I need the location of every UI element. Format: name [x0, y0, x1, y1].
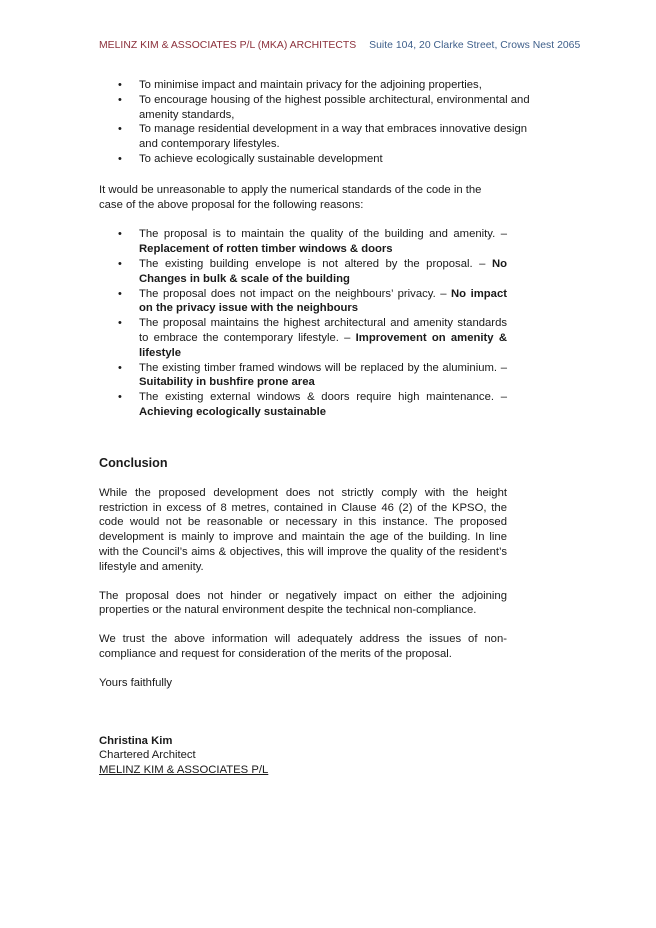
- conclusion-paragraph-3: We trust the above information will adequately address the issues of non-compliance and request for consideration of the merits of the proposal.: [99, 633, 507, 660]
- signatory-firm: MELINZ KIM & ASSOCIATES P/L: [99, 764, 269, 777]
- aim-item: • To manage residential development in a way that embraces innovative design and contemporary lifestyles.: [99, 122, 539, 152]
- reasons-list: [99, 227, 507, 419]
- reason-item: • The existing building envelope is not altered by the proposal. – No Changes in bulk & scale of the building: [99, 257, 507, 287]
- header-firm: MELINZ KIM & ASSOCIATES P/L (MKA) ARCHITECTS: [99, 40, 357, 51]
- closing-line: Yours faithfully: [99, 676, 173, 689]
- signature-block: [99, 734, 507, 778]
- aim-item: • To achieve ecologically sustainable development: [99, 152, 539, 167]
- letter-body: [99, 78, 530, 778]
- reason-item: • The existing timber framed windows will be replaced by the aluminium. – Suitability in bushfire prone area: [99, 361, 507, 391]
- signatory-title: Chartered Architect: [99, 749, 196, 762]
- aim-item: • To encourage housing of the highest possible architectural, environmental and amenity standards,: [99, 93, 539, 123]
- page-header: [99, 40, 581, 51]
- reason-item: • The existing external windows & doors require high maintenance. – Achieving ecologically sustainable: [99, 390, 507, 420]
- conclusion-heading: Conclusion: [99, 455, 168, 470]
- reason-item: • The proposal maintains the highest architectural and amenity standards to embrace the contemporary lifestyle. – Improvement on amenity & lifestyle: [99, 316, 507, 360]
- signatory-name: Christina Kim: [99, 734, 173, 747]
- intro-paragraph: It would be unreasonable to apply the numerical standards of the code in the case of the above proposal for the following reasons:: [99, 183, 482, 211]
- aim-item: • To minimise impact and maintain privacy for the adjoining properties,: [99, 78, 539, 93]
- conclusion-paragraph-2: The proposal does not hinder or negatively impact on either the adjoining properties or the natural environment despite the technical non-compliance.: [99, 589, 507, 617]
- reason-item: • The proposal does not impact on the neighbours’ privacy. – No impact on the privacy issue with the neighbours: [99, 287, 507, 317]
- conclusion-paragraph-1: While the proposed development does not strictly comply with the height restriction in excess of 8 metres, contained in Clause 46 (2) of the KPSO, the code would not be reasonable or necessary in this instance. The proposed development is mainly to improve and maintain the age of the building. In line with the Council’s aims & objectives, this will improve the quality of the resident’s lifestyle and amenity.: [99, 486, 507, 573]
- reason-item: • The proposal is to maintain the quality of the building and amenity. – Replacement of rotten timber windows & doors: [99, 227, 507, 257]
- aims-list: [99, 78, 539, 167]
- header-address: Suite 104, 20 Clarke Street, Crows Nest 2065: [369, 40, 581, 51]
